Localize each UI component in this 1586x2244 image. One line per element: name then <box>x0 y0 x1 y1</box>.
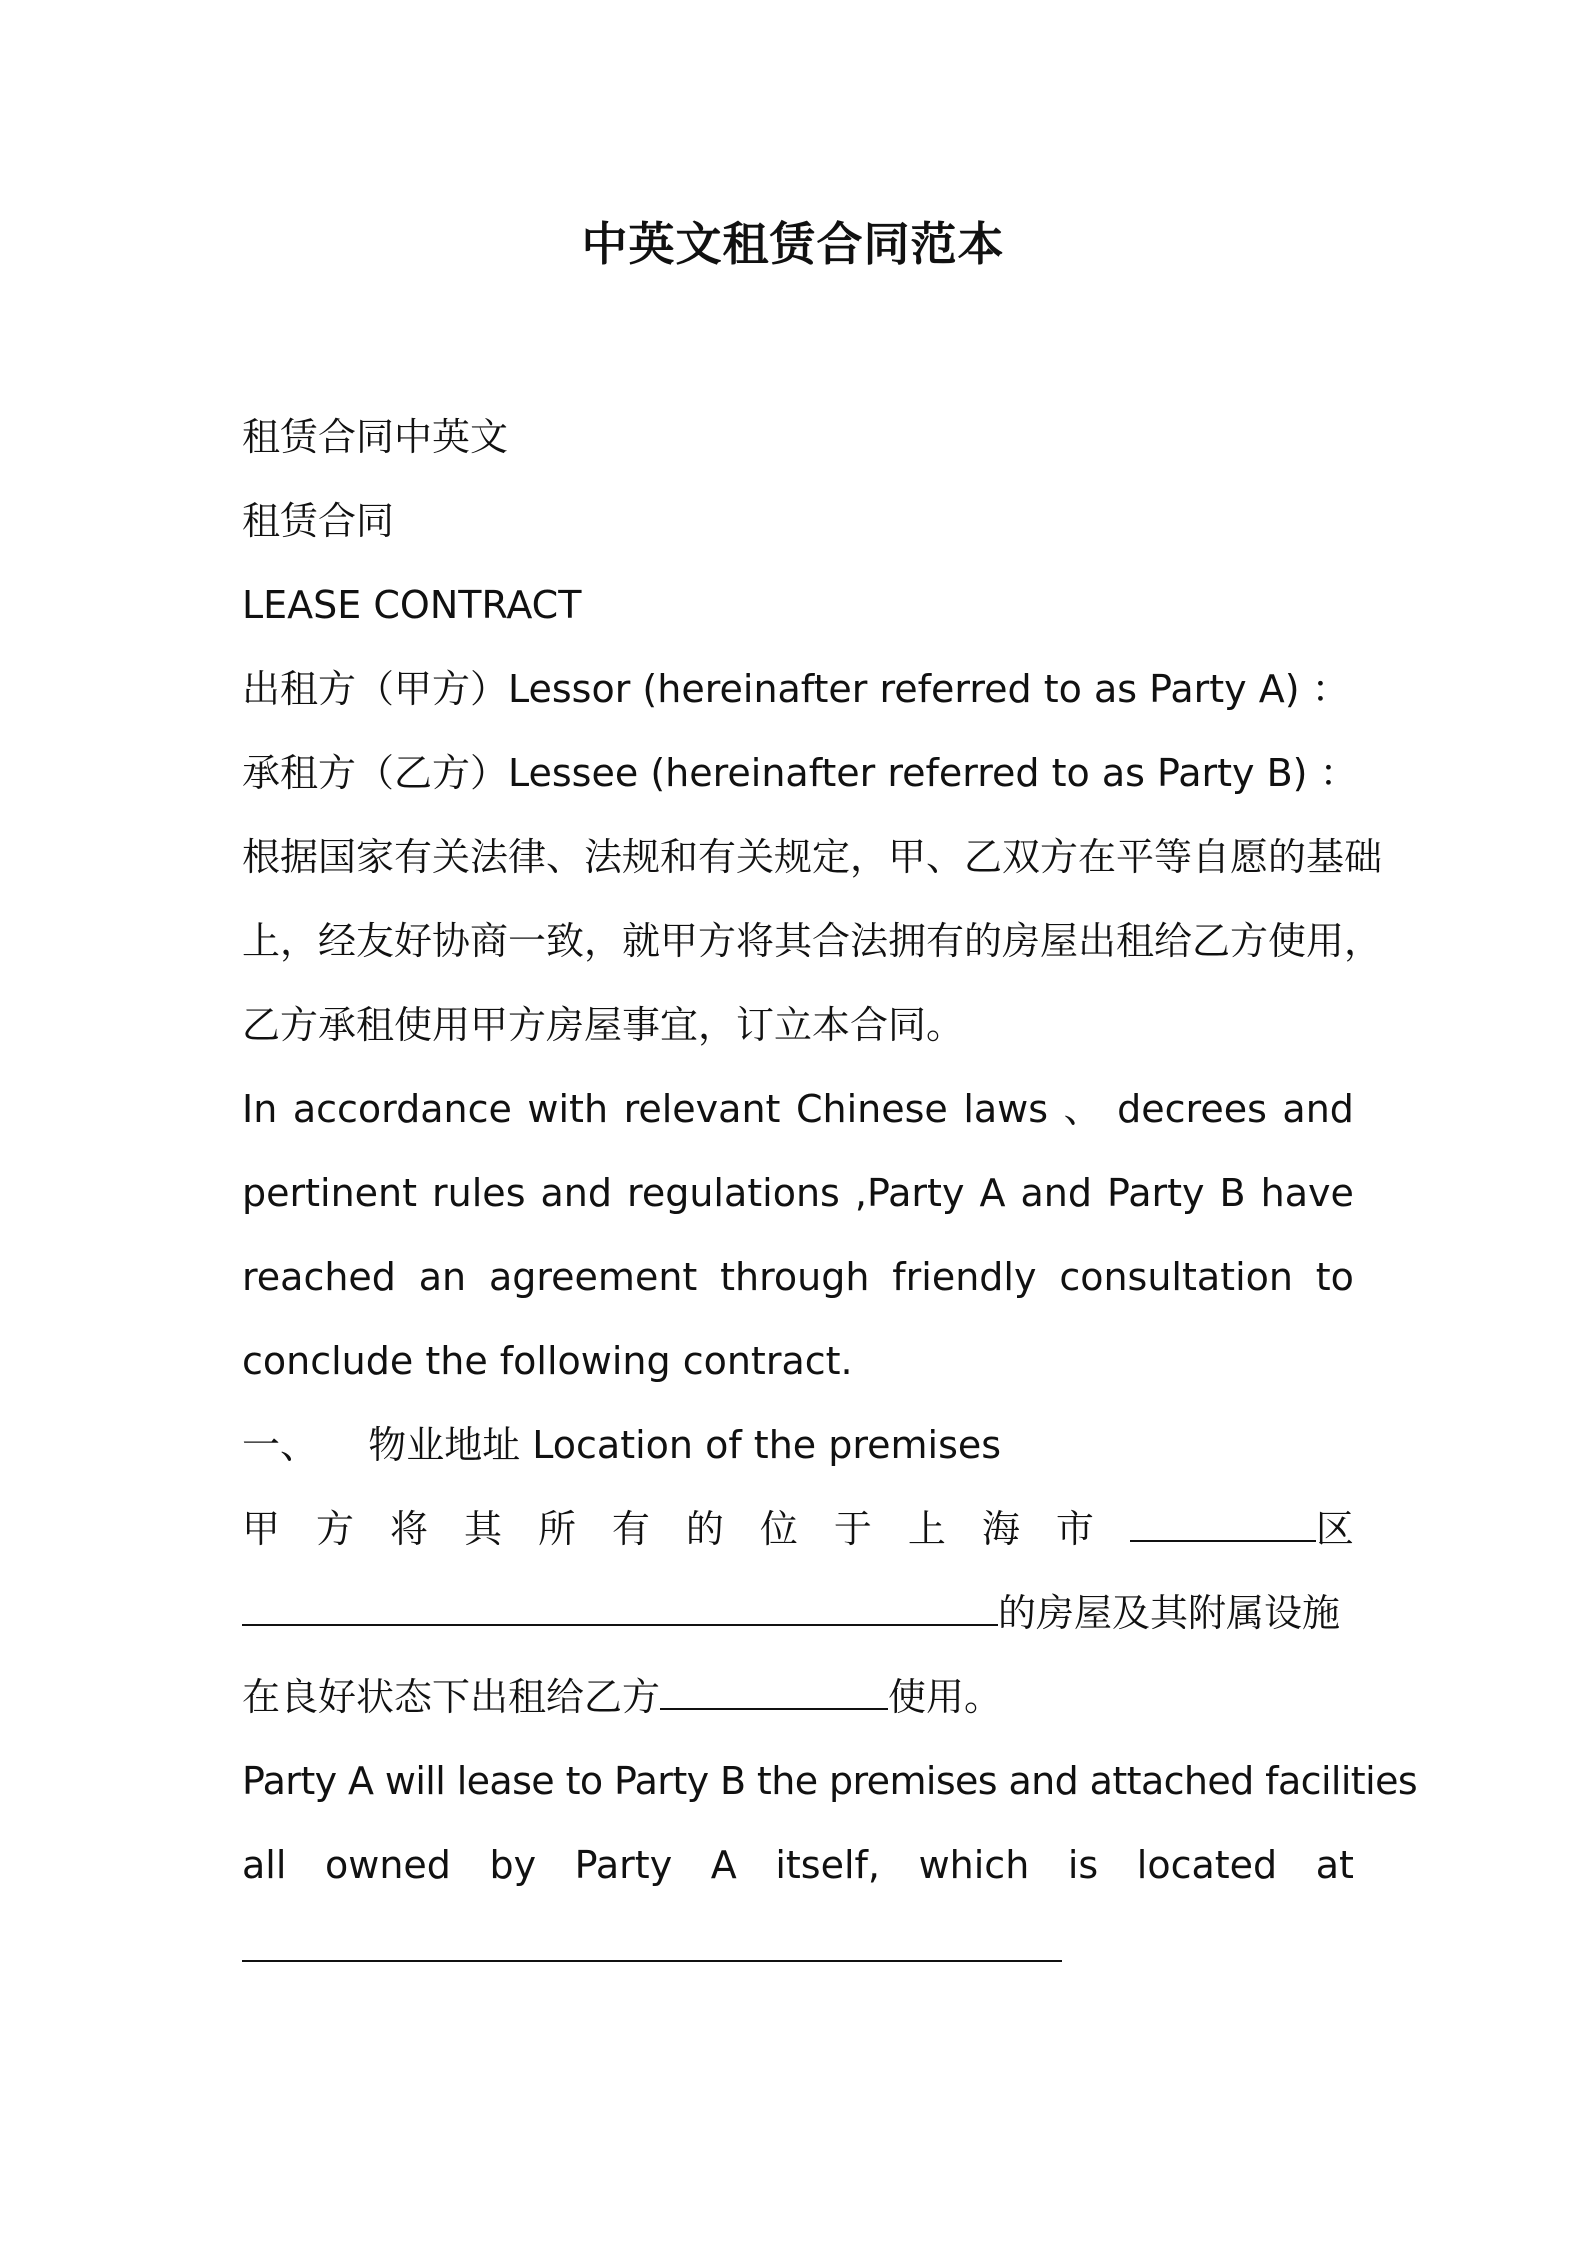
word: itself, <box>775 1843 880 1887</box>
section-number: 一、 <box>242 1423 319 1467</box>
preamble-en-line-1 <box>242 1067 1354 1151</box>
word: all <box>242 1843 287 1887</box>
word: friendly <box>892 1255 1037 1299</box>
preamble-en-line-3 <box>242 1235 1354 1319</box>
lessor-line: 出租方（甲方）Lessor (hereinafter referred to as Party A) ： <box>242 667 1350 711</box>
usage-blank <box>660 1664 888 1710</box>
word: through <box>720 1255 870 1299</box>
preamble-cn-line-2: 上，经友好协商一致，就甲方将其合法拥有的房屋出租给乙方使用， <box>242 919 1383 963</box>
location-cn-line-1 <box>242 1487 1354 1571</box>
word: owned <box>324 1843 451 1887</box>
word: relevant <box>623 1087 781 1131</box>
contract-cn-heading: 租赁合同 <box>242 499 395 543</box>
district-blank <box>1130 1496 1316 1542</box>
preamble-cn-line-1: 根据国家有关法律、法规和有关规定，甲、乙双方在平等自愿的基础 <box>242 835 1383 879</box>
location-cn-line-2 <box>242 1571 1354 1655</box>
word: decrees <box>1117 1087 1267 1131</box>
word: is <box>1067 1843 1099 1887</box>
word: have <box>1260 1171 1354 1215</box>
location-cn-line-2-text: 的房屋及其附属设施 <box>998 1591 1341 1635</box>
word: 、 <box>1063 1087 1102 1131</box>
word: A <box>979 1171 1006 1215</box>
word: and <box>540 1171 613 1215</box>
word: consultation <box>1059 1255 1293 1299</box>
char: 有 <box>611 1507 650 1551</box>
word: In <box>242 1087 278 1131</box>
char: 甲 <box>242 1507 281 1551</box>
location-cn-line-3-text-a: 在良好状态下出租给乙方 <box>242 1675 661 1719</box>
word: agreement <box>488 1255 698 1299</box>
char: 市 <box>1055 1507 1094 1551</box>
char: 上 <box>907 1507 946 1551</box>
word: at <box>1315 1843 1354 1887</box>
char: 方 <box>315 1507 354 1551</box>
contract-en-heading: LEASE CONTRACT <box>242 583 582 627</box>
word: and <box>1282 1087 1354 1131</box>
district-suffix: 区 <box>1315 1507 1354 1551</box>
section-1-heading <box>242 1403 1354 1487</box>
word: accordance <box>292 1087 512 1131</box>
document-body <box>242 395 1418 1991</box>
word: by <box>489 1843 537 1887</box>
section-title: 物业地址 Location of the premises <box>368 1423 1002 1467</box>
preamble-en-line-2 <box>242 1151 1354 1235</box>
word: with <box>527 1087 609 1131</box>
char: 海 <box>981 1507 1020 1551</box>
location-en-line-2 <box>242 1823 1354 1907</box>
word: and <box>1020 1171 1092 1215</box>
word: an <box>418 1255 467 1299</box>
word: ,Party <box>854 1171 965 1215</box>
preamble-cn-line-3: 乙方承租使用甲方房屋事宜，订立本合同。 <box>242 1003 965 1047</box>
word: located <box>1136 1843 1278 1887</box>
location-cn-line-3-text-b: 使用。 <box>888 1675 1003 1719</box>
address-blank <box>242 1580 998 1626</box>
word: A <box>710 1843 737 1887</box>
char: 将 <box>389 1507 428 1551</box>
subtitle-line: 租赁合同中英文 <box>242 415 509 459</box>
location-cn-line-3 <box>242 1655 1354 1739</box>
location-en-line-3 <box>242 1907 1354 1991</box>
word: which <box>918 1843 1030 1887</box>
word: Party <box>1107 1171 1205 1215</box>
word: Chinese <box>795 1087 948 1131</box>
word: regulations <box>627 1171 840 1215</box>
char: 位 <box>759 1507 798 1551</box>
word: rules <box>432 1171 526 1215</box>
char: 其 <box>463 1507 502 1551</box>
word: laws <box>963 1087 1049 1131</box>
location-en-blank <box>242 1916 1062 1962</box>
location-en-line-1: Party A will lease to Party B the premises and attached facilities <box>242 1759 1418 1803</box>
word: B <box>1219 1171 1246 1215</box>
word: Party <box>574 1843 673 1887</box>
document-title: 中英文租赁合同范本 <box>581 217 1005 271</box>
word: pertinent <box>242 1171 418 1215</box>
char: 所 <box>537 1507 576 1551</box>
preamble-en-line-4: conclude the following contract. <box>242 1339 853 1383</box>
char: 于 <box>833 1507 872 1551</box>
char: 的 <box>685 1507 724 1551</box>
word: to <box>1315 1255 1354 1299</box>
word: reached <box>242 1255 396 1299</box>
lessee-line: 承租方（乙方）Lessee (hereinafter referred to as Party B) ： <box>242 751 1358 795</box>
